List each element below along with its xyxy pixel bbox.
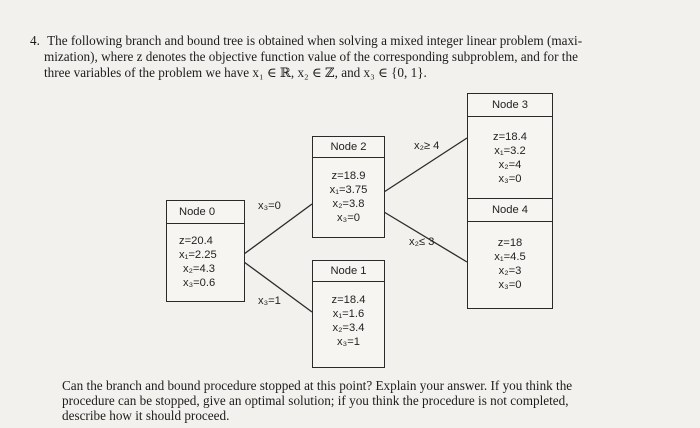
node-2-title: Node 2: [313, 137, 384, 158]
edge-label-node0-node2: x₃=0: [258, 200, 281, 212]
node-4-x1: x₁=4.5: [494, 251, 526, 263]
node-1-x1: x₁=1.6: [332, 308, 365, 320]
edge-label-node2-node3: x₂≥ 4: [414, 140, 440, 152]
node-1-values: [313, 293, 384, 349]
node-4-x2: x₂=3: [498, 265, 522, 277]
follow-up-question: [62, 378, 670, 423]
node-2-values: [313, 169, 384, 225]
node-0-z: z=20.4: [179, 235, 213, 247]
footer-line-3: describe how it should proceed.: [62, 408, 230, 423]
node-2-x2: x₂=3.8: [332, 198, 365, 210]
node-0-x3: x₃=0.6: [183, 277, 216, 289]
node-4-values: [468, 236, 552, 292]
node-3-x2: x₂=4: [498, 159, 522, 171]
node-3-values: [468, 130, 552, 186]
node-1-x2: x₂=3.4: [332, 322, 365, 334]
question-line-3: three variables of the problem we have x₁ ∈ ℝ, x₂ ∈ ℤ, and x₃ ∈ {0, 1}.: [44, 65, 427, 80]
node-3-x3: x₃=0: [498, 173, 522, 185]
footer-line-1: Can the branch and bound procedure stopped at this point? Explain your answer. If you think the: [62, 378, 573, 393]
tree-node-column-3-4: [467, 93, 553, 309]
node-1-x3: x₃=1: [337, 336, 360, 348]
node-1-title: Node 1: [313, 261, 384, 282]
node-4-title: Node 4: [468, 198, 552, 222]
node-0-values: [179, 234, 217, 290]
node-2-x3: x₃=0: [337, 212, 360, 224]
tree-node-1: [312, 260, 385, 368]
node-3-z: z=18.4: [493, 131, 527, 143]
node-3-x1: x₁=3.2: [494, 145, 526, 157]
edge-label-node2-node4: x₂≤ 3: [409, 236, 435, 248]
tree-node-0: [166, 200, 245, 302]
node-4-z: z=18: [497, 237, 523, 249]
node-4-x3: x₃=0: [498, 279, 522, 291]
node-3-title: Node 3: [468, 94, 552, 117]
tree-node-2: [312, 136, 385, 238]
node-0-x1: x₁=2.25: [179, 249, 217, 261]
node-2-x1: x₁=3.75: [329, 184, 368, 196]
edge-label-node0-node1: x₃=1: [258, 295, 281, 307]
node-1-z: z=18.4: [331, 294, 366, 306]
question-line-1: 4. The following branch and bound tree is obtained when solving a mixed integer linear problem (maxi-: [30, 33, 583, 48]
node-0-x2: x₂=4.3: [183, 263, 216, 275]
footer-line-2: procedure can be stopped, give an optimal solution; if you think the procedure is not completed,: [62, 393, 569, 408]
question-line-2: mization), where z denotes the objective function value of the corresponding subproblem, and for the: [44, 49, 578, 64]
node-2-z: z=18.9: [331, 170, 366, 182]
node-0-title: Node 0: [167, 201, 244, 224]
question-number: 4.: [30, 33, 40, 48]
